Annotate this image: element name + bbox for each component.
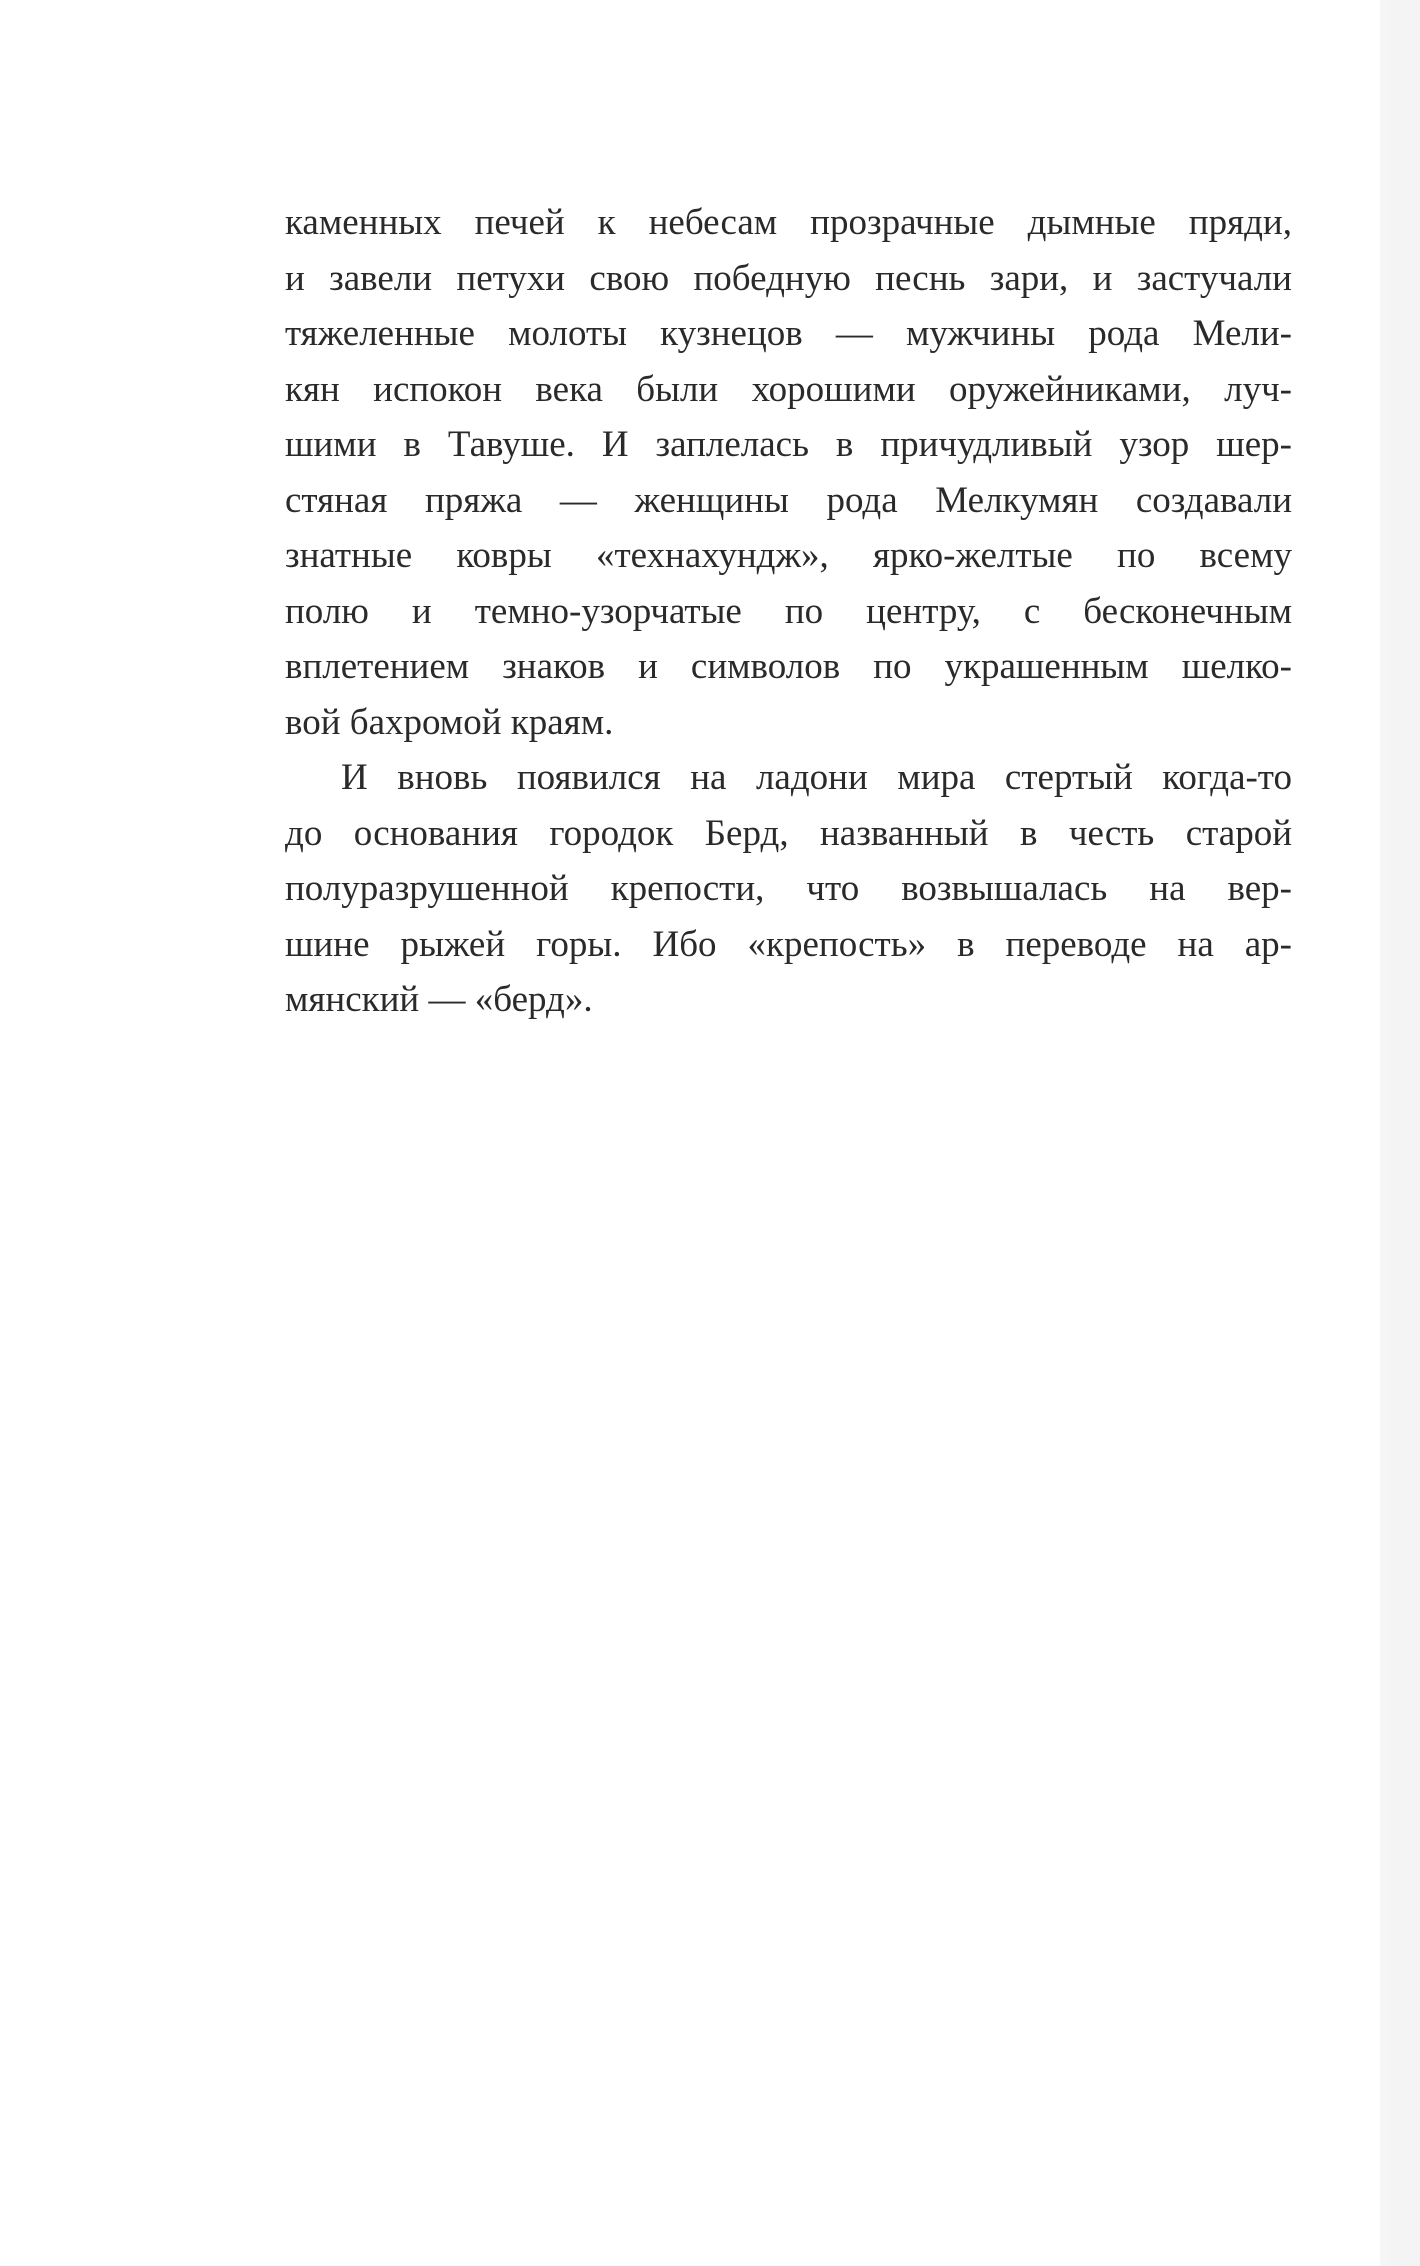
text-line: до основания городок Берд, названный в честь старой [285,812,1292,854]
text-line: вплетением знаков и символов по украшенным шелко- [285,646,1292,687]
text-line: каменных печей к небесам прозрачные дымные пряди, [285,202,1292,243]
text-line: полю и темно-узорчатые по центру, с бесконечным [285,590,1292,632]
text-line: шими в Тавуше. И заплелась в причудливый узор шер- [285,424,1292,465]
text-line: тяжеленные молоты кузнецов — мужчины рода Мели- [285,313,1292,354]
page-text [285,195,1292,1028]
text-line: И вновь появился на ладони мира стертый когда-то [341,757,1292,798]
page-edge-shadow [1380,0,1420,2266]
text-line: знатные ковры «технахундж», ярко-желтые по всему [285,535,1292,576]
text-line: и завели петухи свою победную песнь зари, и застучали [285,257,1292,299]
paragraph-1 [285,195,1292,750]
text-line: мянский — «берд». [285,979,593,1020]
text-line: стяная пряжа — женщины рода Мелкумян создавали [285,479,1292,521]
text-line: вой бахромой краям. [285,701,614,743]
text-line: полуразрушенной крепости, что возвышалась на вер- [285,868,1292,909]
text-line: кян испокон века были хорошими оружейниками, луч- [285,368,1292,410]
paragraph-2 [285,750,1292,1028]
text-line: шине рыжей горы. Ибо «крепость» в переводе на ар- [285,923,1292,965]
